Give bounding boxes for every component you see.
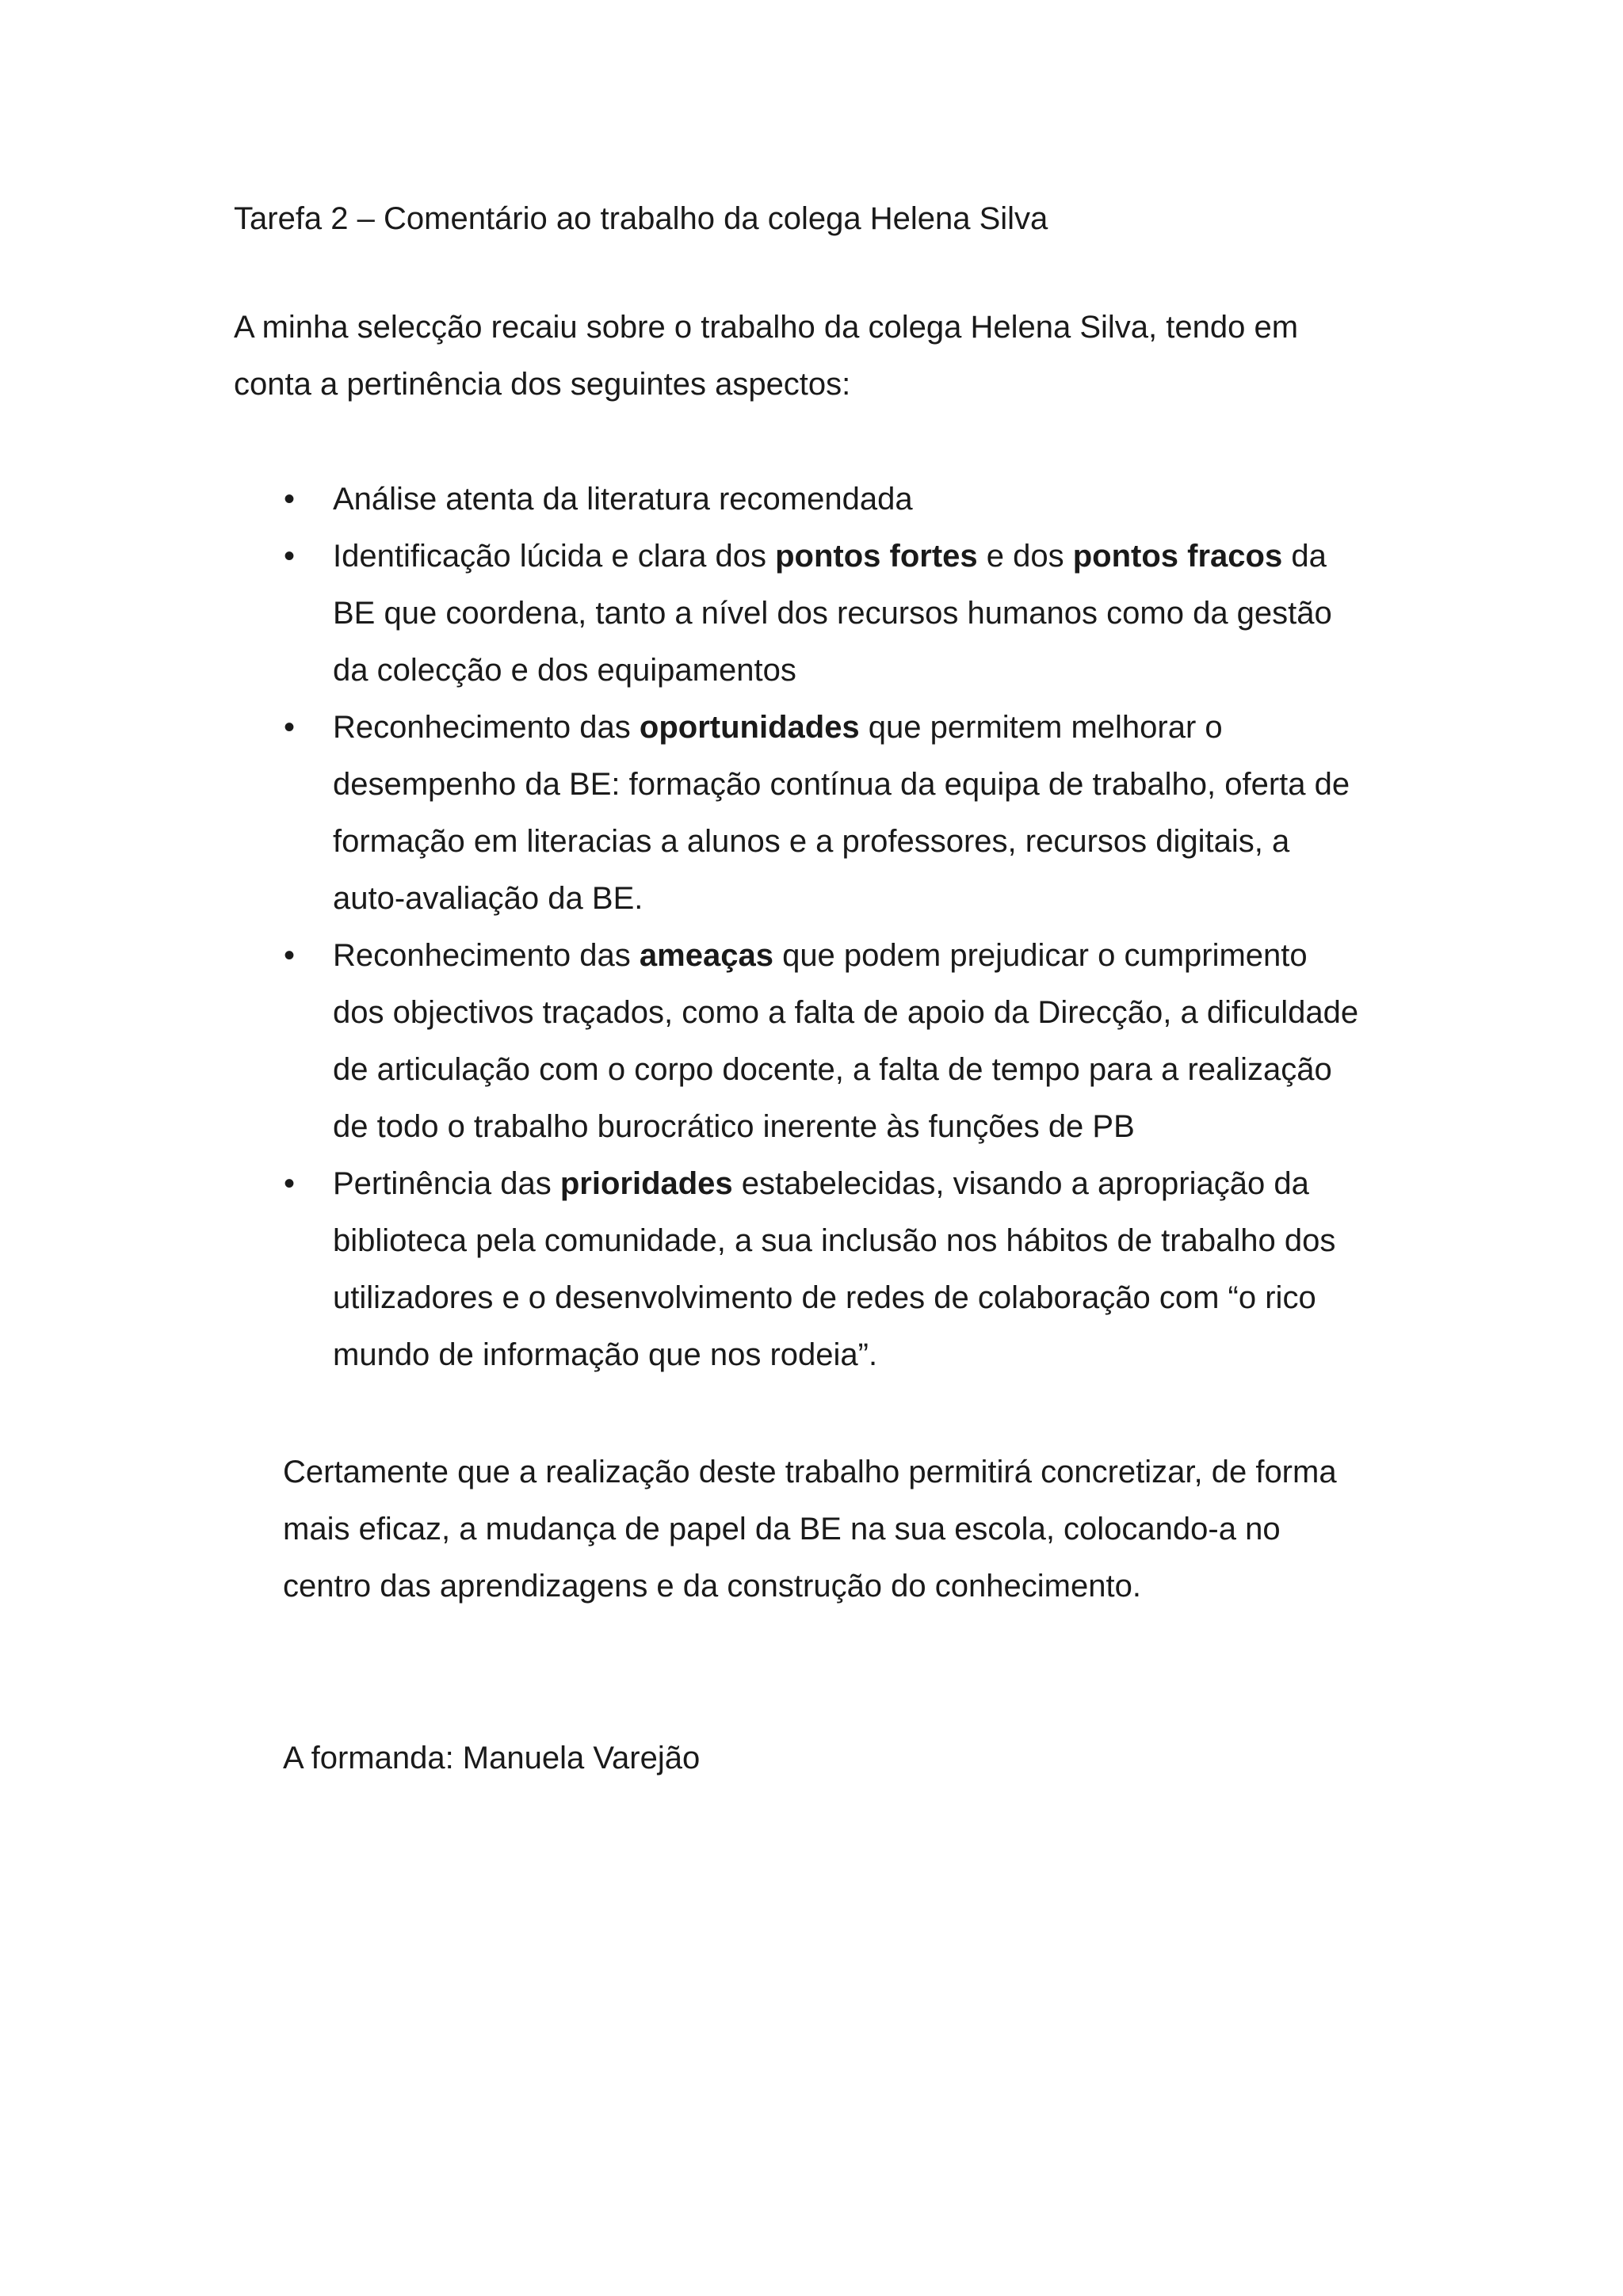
document-title: Tarefa 2 – Comentário ao trabalho da colega Helena Silva <box>234 201 1048 236</box>
list-item-text: Reconhecimento das oportunidades que permitem melhorar o <box>333 710 1223 745</box>
list-item-text: de articulação com o corpo docente, a falta de tempo para a realização <box>333 1052 1332 1087</box>
list-item-text: desempenho da BE: formação contínua da equipa de trabalho, oferta de <box>333 767 1350 802</box>
emphasis-weaknesses: pontos fracos <box>1072 539 1283 574</box>
bullet-icon: • <box>283 710 295 745</box>
list-item-text: formação em literacias a alunos e a professores, recursos digitais, a <box>333 824 1290 859</box>
list-item-text: auto-avaliação da BE. <box>333 881 643 916</box>
intro-paragraph <box>234 299 1423 413</box>
list-item-text: de todo o trabalho burocrático inerente às funções de PB <box>333 1109 1135 1144</box>
list-item-text: Identificação lúcida e clara dos pontos fortes e dos pontos fracos da <box>333 539 1327 574</box>
list-item <box>281 1155 1423 1383</box>
intro-line: A minha selecção recaiu sobre o trabalho da colega Helena Silva, tendo em <box>234 310 1299 345</box>
signature-line: A formanda: Manuela Varejão <box>283 1741 701 1775</box>
bullet-icon: • <box>283 539 295 574</box>
emphasis-threats: ameaças <box>639 938 773 973</box>
list-item-text: utilizadores e o desenvolvimento de redes de colaboração com “o rico <box>333 1280 1316 1315</box>
bullet-icon: • <box>283 938 295 973</box>
list-item <box>281 927 1423 1155</box>
emphasis-strengths: pontos fortes <box>775 539 978 574</box>
list-item <box>281 471 1423 528</box>
emphasis-opportunities: oportunidades <box>639 710 860 745</box>
conclusion-line: centro das aprendizagens e da construção do conhecimento. <box>283 1569 1141 1604</box>
bullet-icon: • <box>283 482 295 517</box>
list-item-text: dos objectivos traçados, como a falta de apoio da Direcção, a dificuldade <box>333 995 1359 1030</box>
aspects-list <box>281 471 1423 1383</box>
list-item-text: da colecção e dos equipamentos <box>333 653 796 688</box>
conclusion-line: mais eficaz, a mudança de papel da BE na sua escola, colocando-a no <box>283 1512 1281 1547</box>
list-item <box>281 699 1423 927</box>
conclusion-paragraph <box>283 1444 1337 1615</box>
list-item-text: Análise atenta da literatura recomendada <box>333 482 913 517</box>
bullet-icon: • <box>283 1166 295 1201</box>
list-item-text: Reconhecimento das ameaças que podem prejudicar o cumprimento <box>333 938 1308 973</box>
list-item-text: Pertinência das prioridades estabelecidas, visando a apropriação da <box>333 1166 1309 1201</box>
list-item-text: BE que coordena, tanto a nível dos recursos humanos como da gestão <box>333 596 1332 631</box>
list-item-text: mundo de informação que nos rodeia”. <box>333 1337 878 1372</box>
list-item-text: biblioteca pela comunidade, a sua inclusão nos hábitos de trabalho dos <box>333 1223 1336 1258</box>
emphasis-priorities: prioridades <box>559 1166 733 1201</box>
list-item <box>281 528 1423 699</box>
conclusion-line: Certamente que a realização deste trabalho permitirá concretizar, de forma <box>283 1455 1337 1489</box>
intro-line: conta a pertinência dos seguintes aspectos: <box>234 367 851 402</box>
